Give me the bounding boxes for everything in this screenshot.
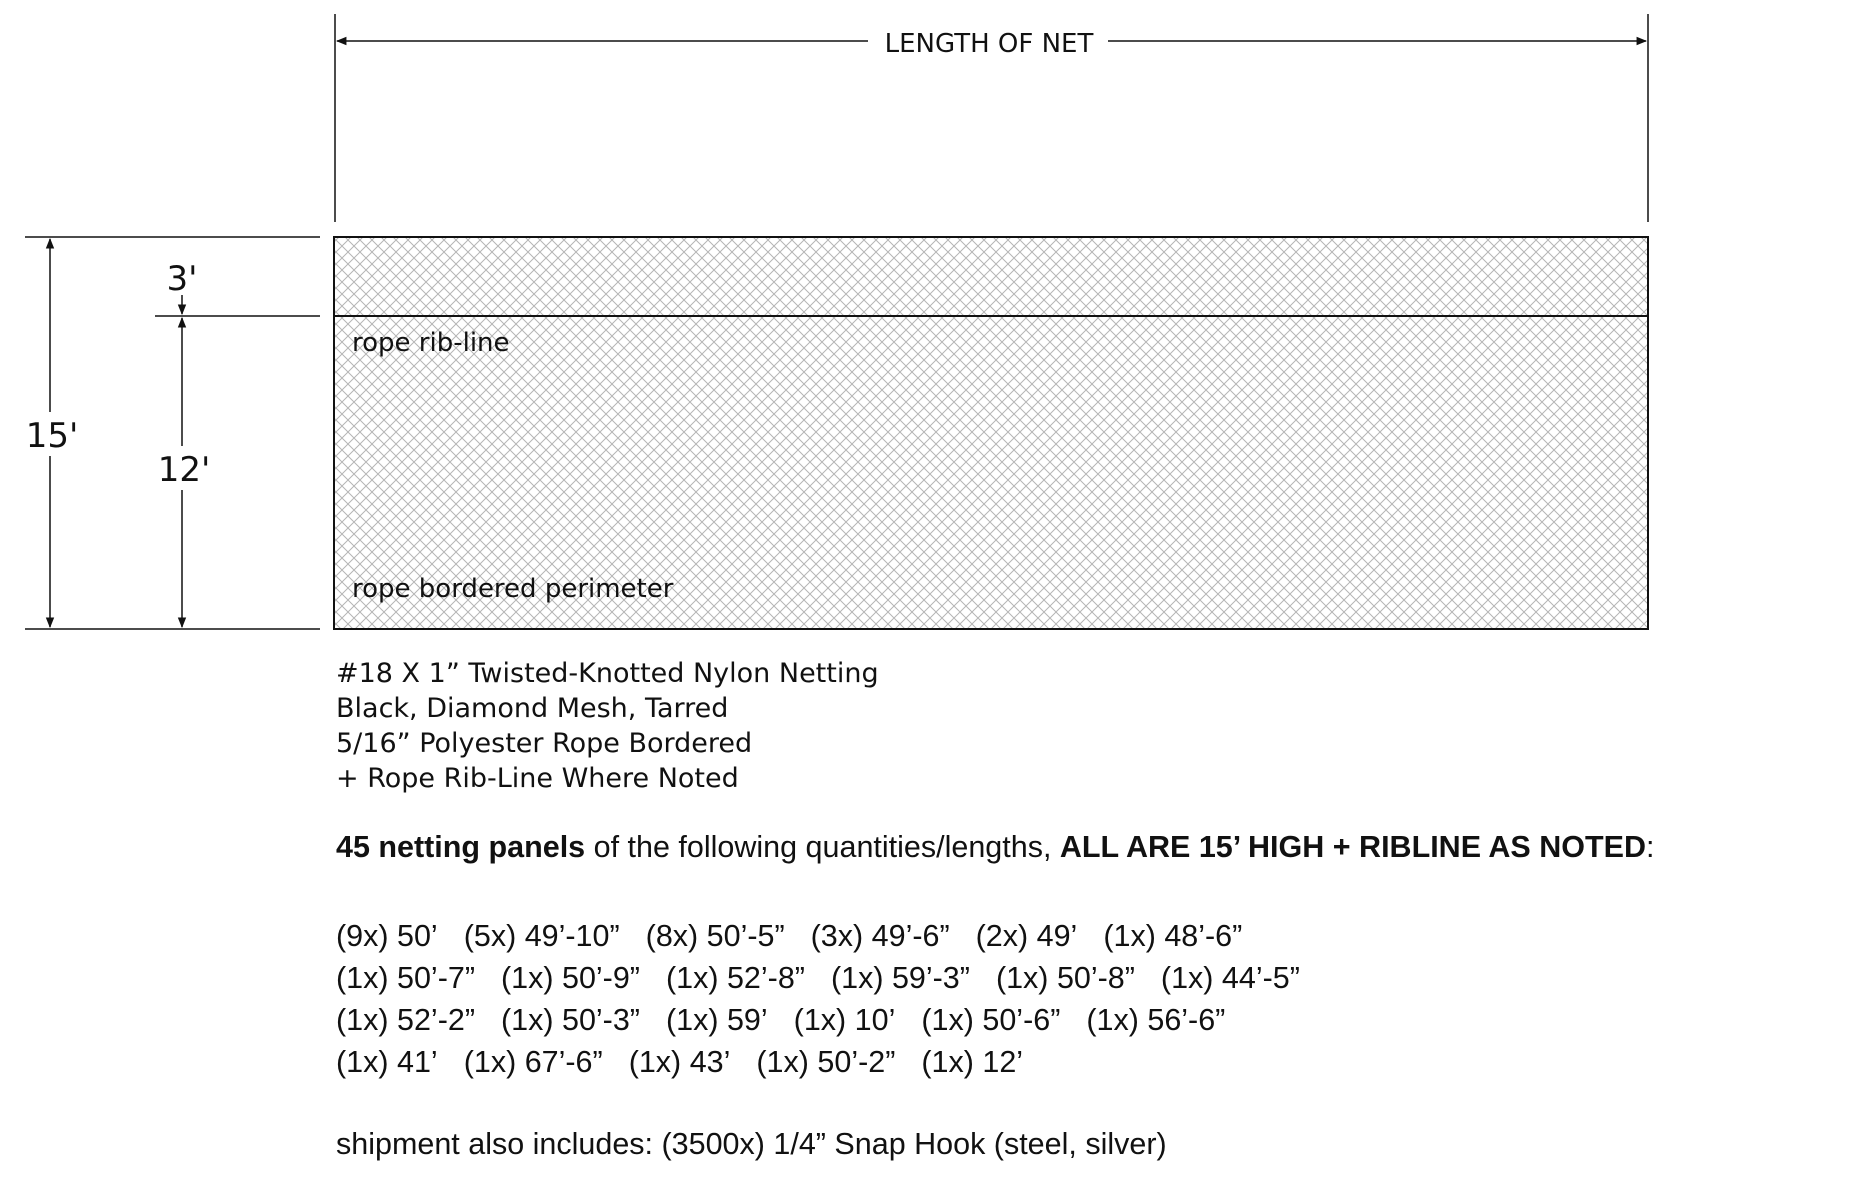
length-label: LENGTH OF NET: [884, 29, 1094, 59]
rib-line-label: rope rib-line: [352, 328, 510, 358]
net-panel: [334, 237, 1648, 629]
lower-section-label: 12': [157, 450, 211, 490]
netting-specs: [336, 656, 879, 796]
panel-item: (1x) 67’-6”: [463, 1045, 603, 1079]
panel-item: (8x) 50’-5”: [645, 919, 785, 953]
spec-line: #18 X 1” Twisted-Knotted Nylon Netting: [336, 658, 879, 689]
panel-row: [336, 1041, 1326, 1083]
panel-row: [336, 915, 1326, 957]
panel-item: (1x) 52’-2”: [336, 1003, 475, 1037]
panel-item: (1x) 59’: [665, 1003, 768, 1037]
order-summary: [336, 830, 1654, 865]
panel-item: (1x) 10’: [793, 1003, 896, 1037]
panel-item: (1x) 50’-3”: [500, 1003, 640, 1037]
order-description: of the following quantities/lengths,: [585, 830, 1060, 864]
panel-row: [336, 999, 1326, 1041]
shipment-note: shipment also includes: (3500x) 1/4” Snap Hook (steel, silver): [336, 1127, 1167, 1161]
length-dimension: [335, 14, 1648, 222]
spec-line: 5/16” Polyester Rope Bordered: [336, 728, 753, 759]
panel-item: (2x) 49’: [975, 919, 1078, 953]
upper-section-label: 3': [166, 259, 198, 299]
panel-item: (1x) 43’: [628, 1045, 731, 1079]
panel-item: (3x) 49’-6”: [810, 919, 950, 953]
spec-line: Black, Diamond Mesh, Tarred: [336, 693, 729, 724]
panel-item: (1x) 12’: [921, 1045, 1024, 1079]
panel-item: (1x) 52’-8”: [665, 961, 805, 995]
panel-item: (1x) 41’: [336, 1045, 438, 1079]
panel-item: (1x) 50’-2”: [756, 1045, 896, 1079]
perimeter-label: rope bordered perimeter: [352, 574, 674, 604]
order-emphasis: ALL ARE 15’ HIGH + RIBLINE AS NOTED: [1059, 830, 1646, 864]
order-end: :: [1645, 830, 1655, 864]
net-mesh-area: [334, 237, 1648, 629]
panel-count: 45 netting panels: [336, 830, 586, 864]
panel-item: (1x) 56’-6”: [1086, 1003, 1226, 1037]
panel-item: (1x) 50’-7”: [336, 961, 475, 995]
panel-list: [336, 915, 1326, 1083]
panel-item: (5x) 49’-10”: [463, 919, 620, 953]
panel-item: (1x) 59’-3”: [830, 961, 970, 995]
height-dimensions: [22, 237, 320, 629]
total-height-label: 15': [25, 416, 79, 456]
panel-item: (1x) 50’-8”: [995, 961, 1135, 995]
panel-item: (1x) 48’-6”: [1103, 919, 1243, 953]
panel-item: (1x) 50’-9”: [500, 961, 640, 995]
panel-item: (1x) 50’-6”: [921, 1003, 1061, 1037]
spec-line: + Rope Rib-Line Where Noted: [336, 763, 739, 794]
panel-item: (9x) 50’: [336, 919, 438, 953]
panel-row: [336, 957, 1326, 999]
panel-item: (1x) 44’-5”: [1160, 961, 1300, 995]
